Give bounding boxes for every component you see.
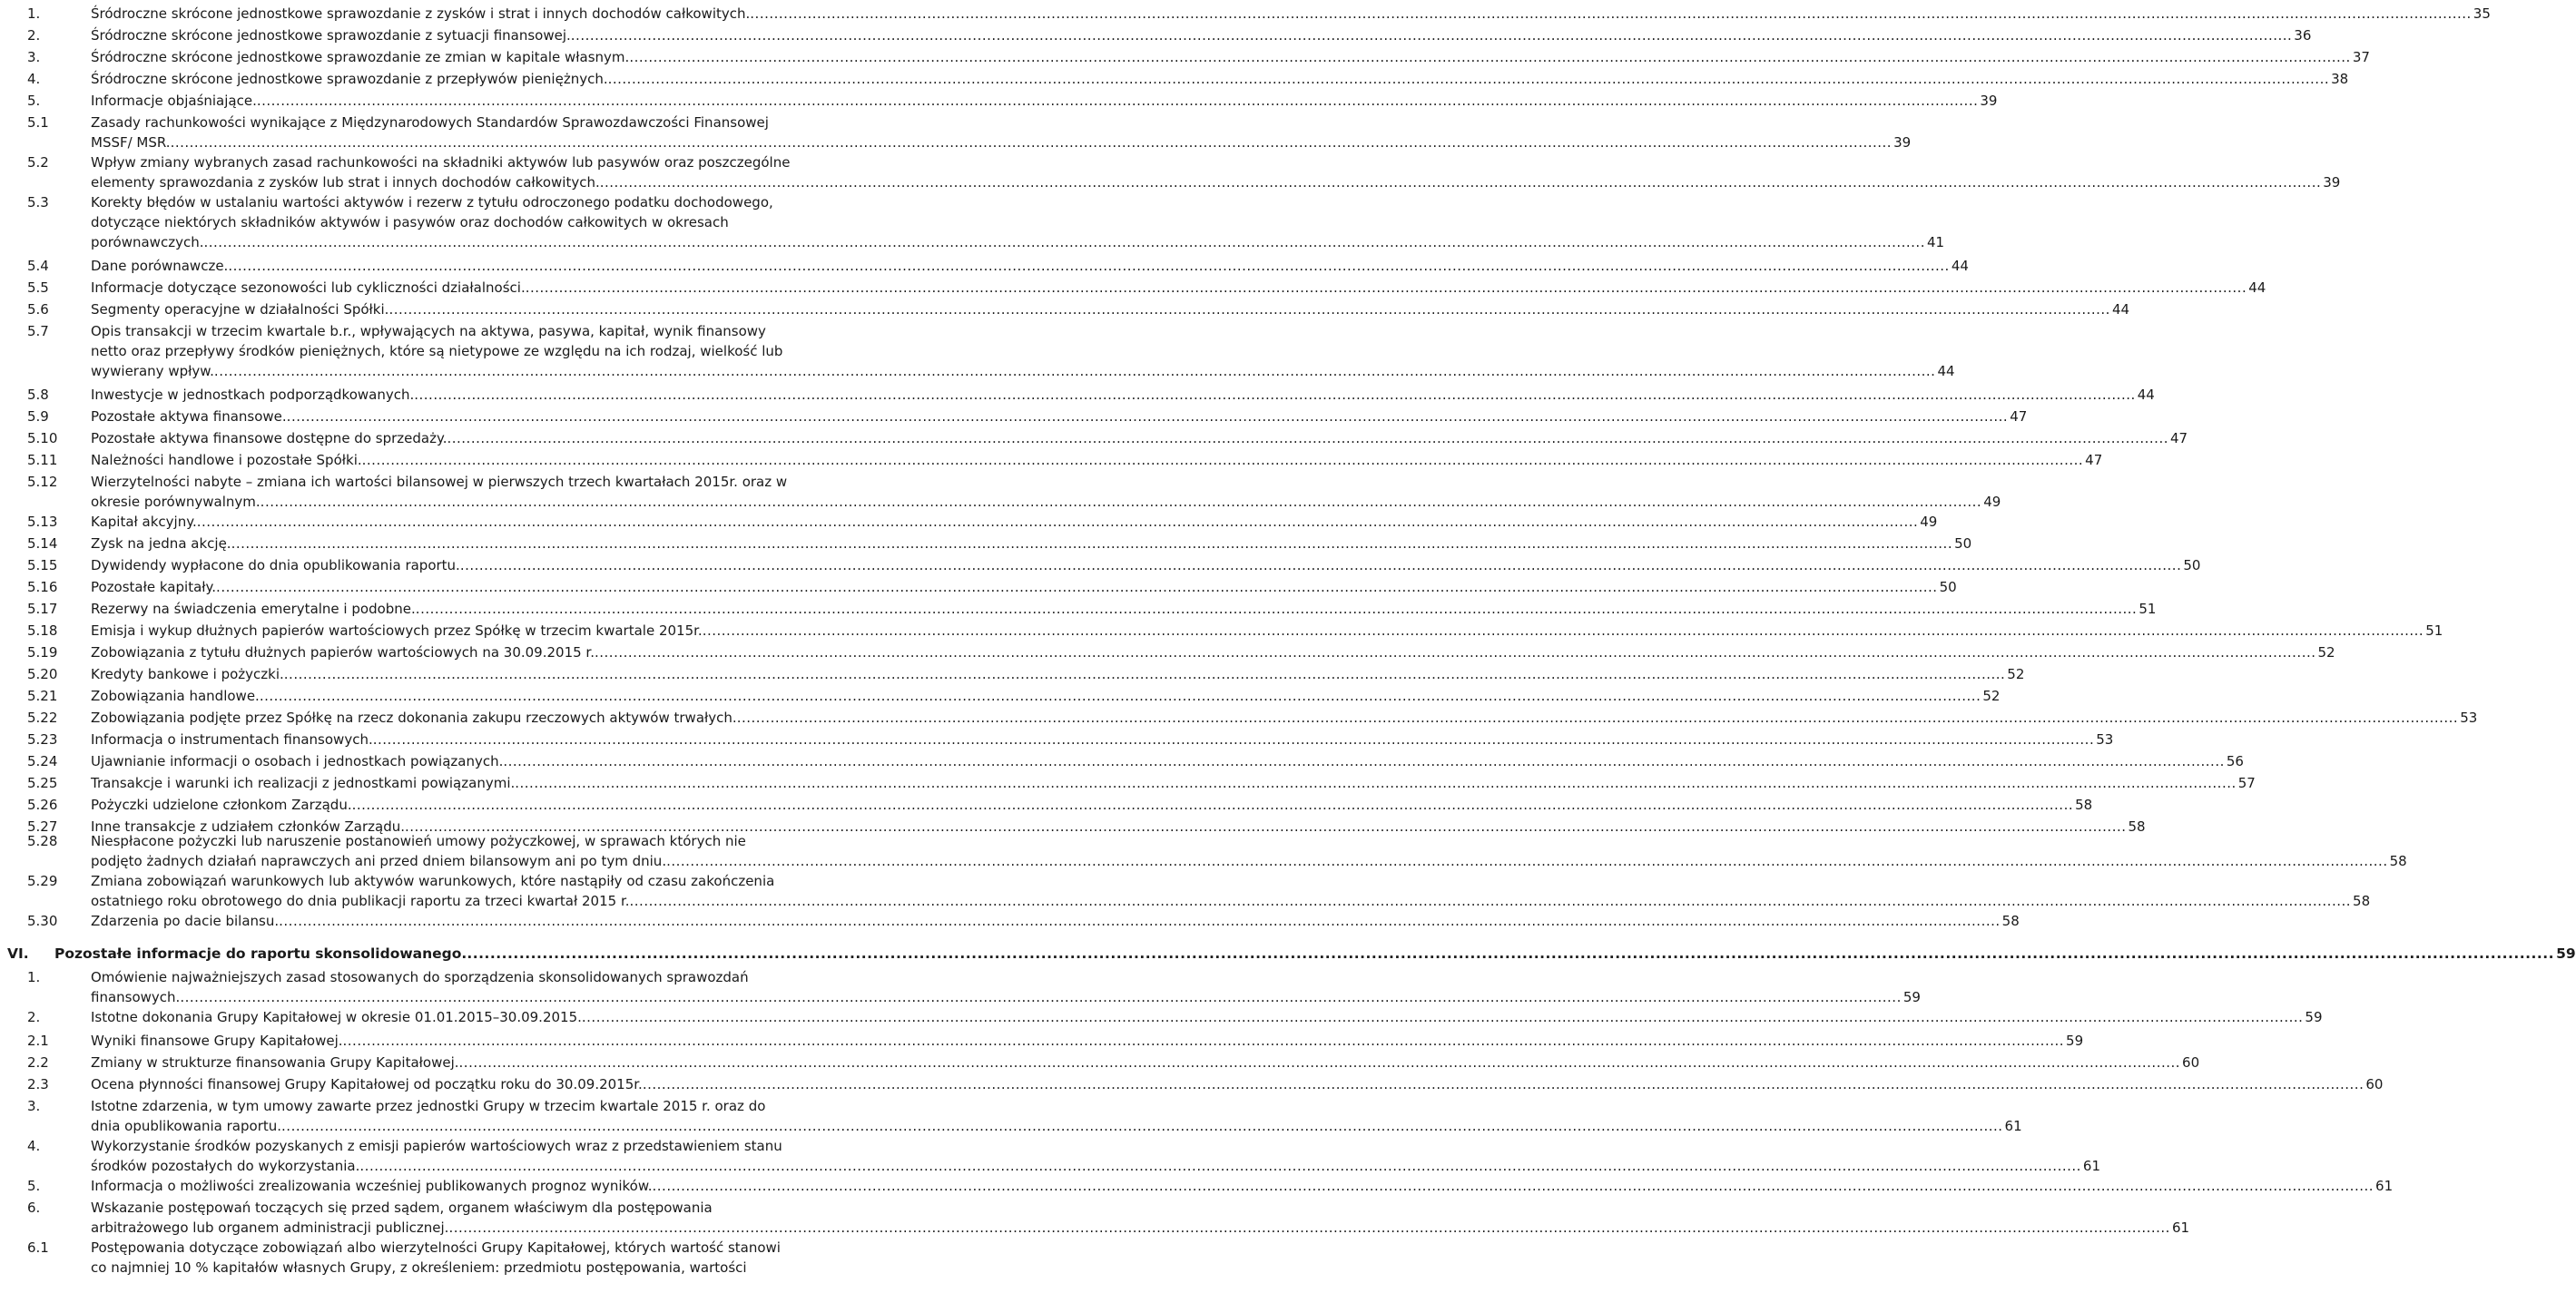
toc-entry[interactable] [0,278,2266,298]
toc-entry-page: 50 [1954,535,1972,552]
toc-entry-number: 5.15 [27,557,58,573]
toc-entry-page: 52 [2317,644,2335,661]
dot-leader [388,299,2110,319]
dot-leader [666,851,2388,871]
toc-entry-page: 58 [2353,893,2371,909]
toc-entry[interactable] [0,1176,2394,1196]
dot-leader [653,1176,2374,1196]
toc-entry[interactable] [0,686,2001,706]
toc-entry-number: 5.3 [27,194,49,211]
toc-entry-title: Segmenty operacyjne w działalności Spółki. [91,301,389,318]
toc-entry[interactable] [0,472,2001,512]
toc-entry[interactable] [0,751,2244,771]
toc-entry[interactable] [0,69,2349,89]
dot-leader [279,911,2001,931]
toc-entry[interactable] [0,25,2312,45]
toc-entry[interactable] [0,795,2093,815]
toc-entry-title: finansowych. [91,989,181,1005]
toc-entry-title: arbitrażowego lub organem administracji publicznej. [91,1220,449,1236]
toc-entry-title: Należności handlowe i pozostałe Spółki. [91,452,362,468]
toc-entry-number: 5.18 [27,622,58,639]
toc-entry-title: dnia opublikowania raportu. [91,1118,282,1134]
toc-entry-page: 44 [1937,363,1955,379]
toc-entry[interactable] [0,91,1998,111]
toc-entry-number: VI. [7,945,29,962]
toc-entry-page: 60 [2182,1054,2200,1071]
toc-entry-title: Ocena płynności finansowej Grupy Kapitałowej od początku roku do 30.09.2015r. [91,1076,643,1092]
toc-entry[interactable] [0,113,1912,152]
toc-entry-title: Zasady rachunkowości wynikające z Międzynarodowych Standardów Sprawozdawczości Finansowej [91,114,769,131]
dot-leader [515,773,2237,793]
toc-entry-number: 5.7 [27,323,49,339]
toc-entry[interactable] [0,4,2491,24]
toc-entry[interactable] [0,1238,871,1278]
toc-entry-title: Informacje dotyczące sezonowości lub cykliczności działalności. [91,279,526,296]
toc-entry-page: 58 [2389,853,2407,869]
toc-entry-number: 5.11 [27,452,58,468]
dot-leader [416,599,2138,619]
toc-entry-page: 50 [1939,579,1957,595]
toc-entry-number: 2.1 [27,1033,49,1049]
toc-entry-page: 37 [2352,49,2370,65]
toc-entry[interactable] [0,577,1957,597]
toc-entry-page: 61 [2082,1158,2101,1174]
toc-entry-title: Pozostałe aktywa finansowe. [91,408,287,425]
toc-entry-page: 49 [1920,514,1938,530]
dot-leader [257,91,1979,111]
toc-entry-title: Śródroczne skrócone jednostkowe sprawozdanie z sytuacji finansowej. [91,27,571,44]
dot-leader [260,686,1981,706]
toc-entry-title: podjęto żadnych działań naprawczych ani przed dniem bilansowym ani po tym dniu. [91,853,667,869]
toc-entry-title: porównawczych. [91,234,204,250]
dot-leader [343,1031,2065,1051]
dot-leader [582,1007,2304,1027]
toc-entry-number: 5.4 [27,258,49,274]
toc-entry-number: 5.19 [27,644,58,661]
toc-entry-number: 5.27 [27,818,58,835]
toc-entry-number: 5.6 [27,301,49,318]
toc-entry-number: 3. [27,1098,41,1114]
toc-entry[interactable] [0,708,2478,728]
toc-entry-page: 51 [2425,622,2443,639]
toc-entry-page: 41 [1926,234,1945,250]
dot-leader [414,385,2136,405]
toc-entry-title: Śródroczne skrócone jednostkowe sprawozdanie z zysków i strat i innych dochodów całkowitych. [91,5,751,22]
toc-entry[interactable] [0,1096,2022,1136]
toc-entry-title: Inne transakcje z udziałem członków Zarządu. [91,818,405,835]
toc-entry[interactable] [0,47,2370,67]
toc-entry-title: Niespłacone pożyczki lub naruszenie postanowień umowy pożyczkowej, w sprawach których nie [91,833,746,849]
toc-entry[interactable] [0,299,2130,319]
toc-entry-title: Pozostałe aktywa finansowe dostępne do sprzedaży. [91,430,447,446]
toc-entry[interactable] [0,911,2020,931]
toc-entry-title: wywierany wpływ. [91,363,214,379]
toc-entry-number: 5.25 [27,775,58,791]
dot-leader [214,361,1936,381]
toc-entry-title: Pożyczki udzielone członkom Zarządu. [91,797,352,813]
toc-entry-page: 52 [1982,688,2001,704]
toc-entry-title: Zmiany w strukturze finansowania Grupy Kapitałowej. [91,1054,459,1071]
toc-entry-number: 5.17 [27,601,58,617]
toc-entry-title: MSSF/ MSR. [91,134,171,151]
dot-leader [362,450,2084,470]
toc-entry-title: Zysk na jedna akcję. [91,535,231,552]
toc-entry-page: 61 [2171,1220,2190,1236]
toc-entry-number: 6.1 [27,1239,49,1256]
toc-entry-title: środków pozostałych do wykorzystania. [91,1158,360,1174]
toc-entry[interactable] [0,450,2103,470]
toc-entry[interactable] [0,944,2576,964]
dot-leader [571,25,2293,45]
dot-leader [197,512,1919,532]
toc-entry[interactable] [0,192,1945,252]
dot-leader [459,1053,2181,1073]
dot-leader [373,730,2095,749]
toc-entry-page: 51 [2138,601,2157,617]
toc-entry-page: 39 [1980,93,1998,109]
toc-entry[interactable] [0,256,1969,276]
toc-entry[interactable] [0,730,2114,749]
toc-entry-number: 5.30 [27,913,58,929]
toc-entry-title: Śródroczne skrócone jednostkowe sprawozdanie ze zmian w kapitale własnym. [91,49,630,65]
dot-leader [503,751,2225,771]
toc-entry-title: ostatniego roku obrotowego do dnia publikacji raportu za trzeci kwartał 2015 r. [91,893,630,909]
toc-entry-number: 5.5 [27,279,49,296]
toc-entry-page: 53 [2096,731,2114,748]
dot-leader [595,642,2316,662]
toc-entry-page: 44 [2248,279,2266,296]
toc-entry-title: co najmniej 10 % kapitałów własnych Grupy, z określeniem: przedmiotu postępowania, wartości [91,1259,747,1276]
toc-entry-title: Inwestycje w jednostkach podporządkowanych. [91,387,415,403]
toc-entry-number: 4. [27,1138,41,1154]
toc-entry[interactable] [0,407,2028,426]
toc-entry[interactable] [0,1007,2323,1027]
toc-entry-page: 56 [2226,753,2244,769]
toc-entry-page: 60 [2365,1076,2384,1092]
toc-entry-title: Pozostałe informacje do raportu skonsolidowanego. [54,945,467,962]
dot-leader [608,69,2330,89]
toc-entry-title: Zobowiązania podjęte przez Spółkę na rzecz dokonania zakupu rzeczowych aktywów trwałych. [91,710,737,726]
toc-entry[interactable] [0,621,2443,641]
toc-entry-number: 2.2 [27,1054,49,1071]
toc-entry-page: 59 [2066,1033,2084,1049]
toc-entry[interactable] [0,831,2407,871]
toc-entry-page: 53 [2460,710,2478,726]
toc-entry[interactable] [0,1031,2084,1051]
toc-entry-number: 5.21 [27,688,58,704]
toc-entry[interactable] [0,1074,2384,1094]
toc-entry-number: 3. [27,49,41,65]
toc-entry[interactable] [0,1198,2190,1238]
toc-entry-title: Dane porównawcze. [91,258,229,274]
toc-entry-number: 1. [27,5,41,22]
toc-entry-title: Korekty błędów w ustalaniu wartości aktywów i rezerw z tytułu odroczonego podatku dochodowego, [91,194,773,211]
toc-entry[interactable] [0,642,2335,662]
toc-entry-page: 47 [2170,430,2188,446]
toc-entry-page: 35 [2473,5,2491,22]
toc-entry-number: 6. [27,1200,41,1216]
toc-entry-title: Zdarzenia po dacie bilansu. [91,913,280,929]
toc-entry-page: 39 [2323,174,2341,191]
dot-leader [643,1074,2365,1094]
dot-leader [284,664,2006,684]
toc-entry-page: 52 [2007,666,2025,682]
toc-entry-title: Omówienie najważniejszych zasad stosowanych do sporządzenia skonsolidowanych sprawozdań [91,969,749,985]
toc-entry-title: Wskazanie postępowań toczących się przed sądem, organem właściwym dla postępowania [91,1200,713,1216]
toc-entry[interactable] [0,555,2201,575]
toc-entry-number: 5.12 [27,474,58,490]
toc-entry-number: 5.29 [27,873,58,889]
toc-entry-title: Informacje objaśniające. [91,93,257,109]
toc-entry-number: 5. [27,1178,41,1194]
dot-leader [231,534,1953,553]
toc-entry[interactable] [0,871,2371,911]
toc-entry[interactable] [0,512,1938,532]
toc-entry-number: 2. [27,1009,41,1025]
toc-entry-number: 5.16 [27,579,58,595]
toc-entry-page: 61 [2375,1178,2394,1194]
toc-entry-page: 44 [1951,258,1969,274]
dot-leader [448,1218,2170,1238]
dot-leader [703,621,2424,641]
toc-entry-number: 5.20 [27,666,58,682]
toc-entry-title: okresie porównywalnym. [91,494,261,510]
dot-leader [352,795,2074,815]
toc-entry-number: 5.10 [27,430,58,446]
toc-entry[interactable] [0,428,2188,448]
toc-entry-page: 44 [2137,387,2155,403]
toc-entry[interactable] [0,773,2256,793]
toc-entry-number: 5.2 [27,154,49,171]
toc-entry-number: 2. [27,27,41,44]
dot-leader [447,428,2168,448]
toc-entry-title: Emisja i wykup dłużnych papierów wartościowych przez Spółkę w trzecim kwartale 2015r. [91,622,703,639]
toc-entry-title: Istotne zdarzenia, w tym umowy zawarte przez jednostki Grupy w trzecim kwartale 2015 r. oraz do [91,1098,766,1114]
dot-leader [261,492,1982,512]
toc-entry-title: Zobowiązania z tytułu dłużnych papierów wartościowych na 30.09.2015 r. [91,644,595,661]
dot-leader [203,232,1925,252]
toc-entry[interactable] [0,1136,2101,1176]
toc-entry-page: 47 [2085,452,2103,468]
toc-entry-page: 38 [2331,71,2349,87]
toc-entry[interactable] [0,321,1955,381]
toc-entry-page: 58 [2001,913,2020,929]
toc-entry-title: Postępowania dotyczące zobowiązań albo wierzytelności Grupy Kapitałowej, których wartość stanowi [91,1239,781,1256]
toc-entry-title: Wyniki finansowe Grupy Kapitałowej. [91,1033,343,1049]
toc-entry-number: 2.3 [27,1076,49,1092]
toc-entry[interactable] [0,664,2025,684]
toc-entry-title: Transakcje i warunki ich realizacji z jednostkami powiązanymi. [91,775,516,791]
toc-entry-title: Zmiana zobowiązań warunkowych lub aktywów warunkowych, które nastąpiły od czasu zakończenia [91,873,775,889]
toc-entry-title: Pozostałe kapitały. [91,579,217,595]
toc-entry[interactable] [0,152,2341,192]
dot-leader [737,708,2459,728]
toc-entry-title: elementy sprawozdania z zysków lub strat i innych dochodów całkowitych. [91,174,600,191]
toc-entry-number: 5. [27,93,41,109]
toc-entry-page: 58 [2128,818,2146,835]
toc-entry-title: Dywidendy wypłacone do dnia opublikowania raportu. [91,557,460,573]
toc-entry-page: 39 [1893,134,1912,151]
dot-leader [467,944,2554,964]
toc-entry-page: 58 [2075,797,2093,813]
dot-leader [287,407,2009,426]
toc-entry[interactable] [0,1053,2200,1073]
toc-entry-title: netto oraz przepływy środków pieniężnych, które są nietypowe ze względu na ich rodzaj, wielkość lub [91,343,783,359]
toc-entry-number: 1. [27,969,41,985]
dot-leader [460,555,2182,575]
toc-entry-page: 44 [2111,301,2130,318]
dot-leader [171,132,1893,152]
toc-entry-title: Śródroczne skrócone jednostkowe sprawozdanie z przepływów pieniężnych. [91,71,608,87]
toc-entry-number: 5.1 [27,114,49,131]
toc-entry-title: Wierzytelności nabyte – zmiana ich wartości bilansowej w pierwszych trzech kwartałach 2015r. oraz w [91,474,788,490]
toc-entry-page: 36 [2294,27,2312,44]
toc-entry-page: 61 [2004,1118,2022,1134]
toc-entry-page: 59 [2556,945,2576,962]
dot-leader [228,256,1950,276]
toc-entry-page: 59 [1903,989,1921,1005]
toc-entry-page: 47 [2010,408,2028,425]
dot-leader [629,47,2351,67]
toc-entry-page: 49 [1983,494,2001,510]
toc-entry-title: Kredyty bankowe i pożyczki. [91,666,284,682]
dot-leader [750,4,2472,24]
dot-leader [526,278,2247,298]
toc-entry-number: 5.8 [27,387,49,403]
toc-entry-title: Wpływ zmiany wybranych zasad rachunkowości na składniki aktywów lub pasywów oraz poszczególne [91,154,791,171]
toc-entry[interactable] [0,967,1921,1007]
toc-entry[interactable] [0,385,2155,405]
toc-entry-number: 5.24 [27,753,58,769]
toc-entry-number: 5.23 [27,731,58,748]
toc-entry-title: Informacja o instrumentach finansowych. [91,731,373,748]
toc-entry-number: 5.26 [27,797,58,813]
toc-entry[interactable] [0,599,2157,619]
toc-entry-number: 5.9 [27,408,49,425]
toc-entry-number: 4. [27,71,41,87]
toc-entry-title: Opis transakcji w trzecim kwartale b.r., wpływających na aktywa, pasywa, kapitał, wynik finansowy [91,323,766,339]
toc-entry-title: Kapitał akcyjny. [91,514,197,530]
toc-entry-title: Wykorzystanie środków pozyskanych z emisji papierów wartościowych wraz z przedstawieniem stanu [91,1138,782,1154]
toc-entry-title: Istotne dokonania Grupy Kapitałowej w okresie 01.01.2015–30.09.2015. [91,1009,582,1025]
toc-entry-title: dotyczące niektórych składników aktywów i pasywów oraz dochodów całkowitych w okresach [91,214,729,230]
toc-entry-number: 5.14 [27,535,58,552]
toc-entry-number: 5.28 [27,833,58,849]
toc-entry-title: Rezerwy na świadczenia emerytalne i podobne. [91,601,416,617]
toc-entry-number: 5.22 [27,710,58,726]
toc-entry-title: Informacja o możliwości zrealizowania wcześniej publikowanych prognoz wyników. [91,1178,653,1194]
dot-leader [180,987,1902,1007]
toc-entry-page: 50 [2183,557,2201,573]
dot-leader [359,1156,2081,1176]
toc-entry-page: 57 [2237,775,2256,791]
toc-entry-number: 5.13 [27,514,58,530]
toc-entry[interactable] [0,534,1972,553]
dot-leader [630,891,2352,911]
toc-entry-page: 59 [2305,1009,2323,1025]
dot-leader [216,577,1938,597]
dot-leader [281,1116,2003,1136]
toc-entry-title: Ujawnianie informacji o osobach i jednostkach powiązanych. [91,753,504,769]
dot-leader [600,172,2322,192]
toc-entry-title: Zobowiązania handlowe. [91,688,260,704]
